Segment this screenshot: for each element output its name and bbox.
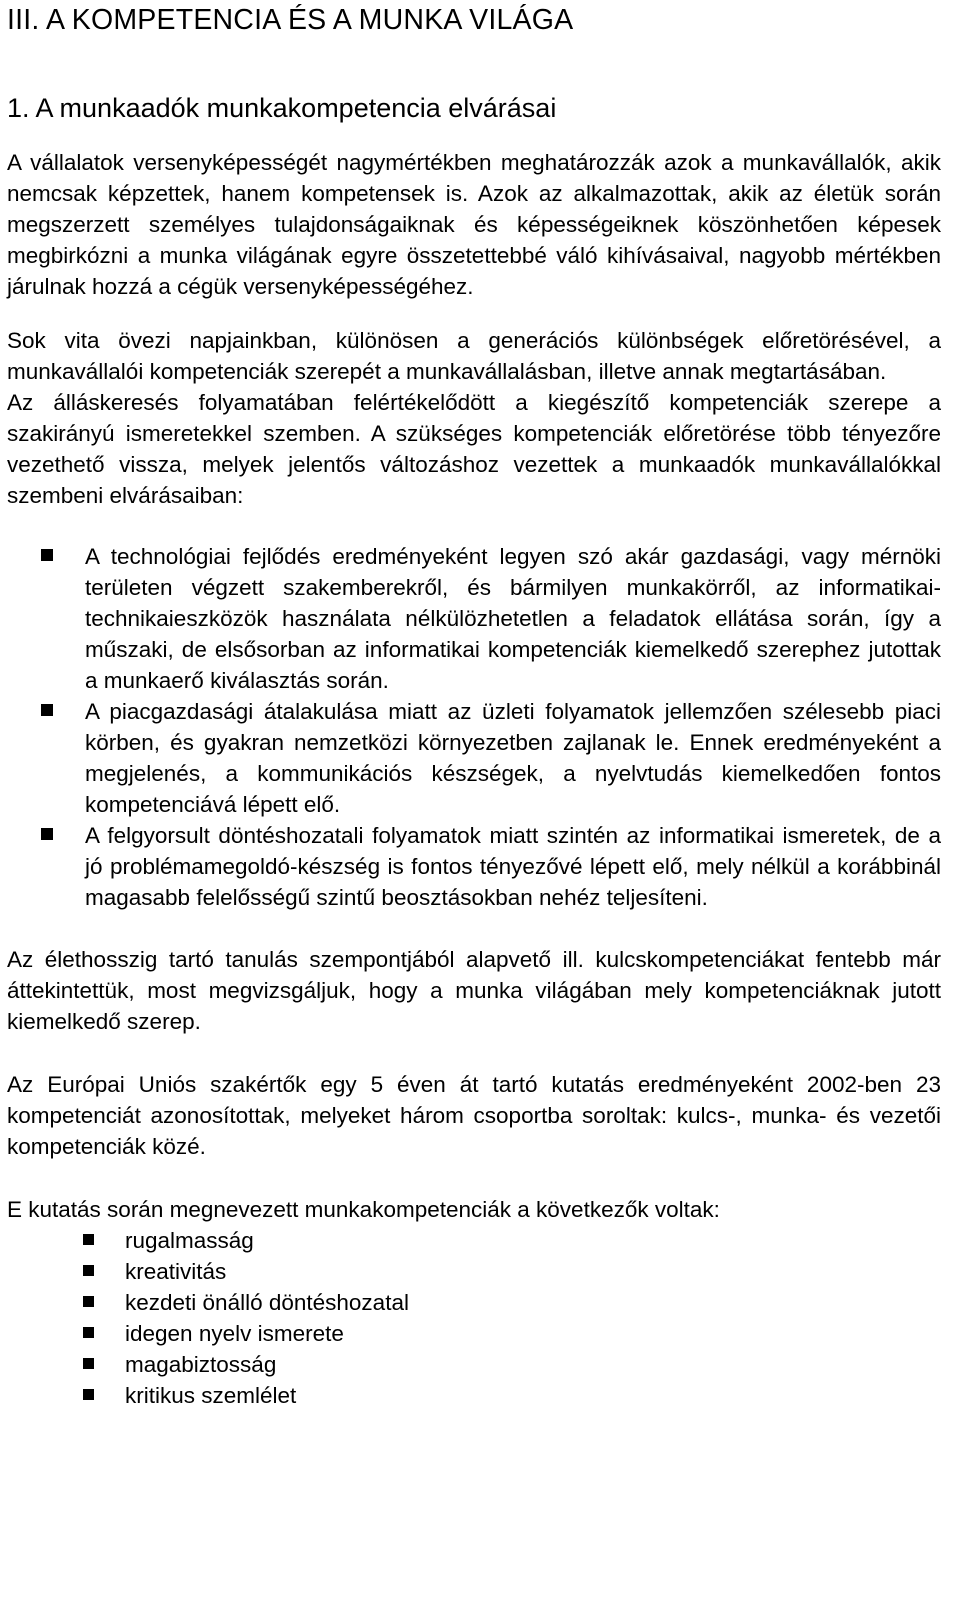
list-item — [7, 1225, 941, 1256]
list-item-text: A felgyorsult döntéshozatali folyamatok miatt szintén az informatikai ismeretek, de a jó problémamegoldó-készség is fontos tényezővé lépett elő, mely nélkül a korábbinál magasabb felelősségű szintű beosztásokban nehéz teljesíteni. — [85, 823, 941, 910]
list-item-text: rugalmasság — [125, 1228, 254, 1253]
list-item-text: kritikus szemlélet — [125, 1383, 297, 1408]
factors-list — [7, 541, 941, 913]
list-item — [7, 1256, 941, 1287]
paragraph-job-search: Az álláskeresés folyamatában felértékelődött a kiegészítő kompetenciák szerepe a szakirányú ismeretekkel szemben. A szükséges kompetenciák előretörése több tényezőre vezethető vissza, melyek jelentős változáshoz vezettek a munkaadók munkavállalókkal szembeni elvárásaiban: — [7, 390, 941, 508]
square-bullet-icon — [41, 704, 53, 716]
square-bullet-icon — [83, 1296, 94, 1307]
list-item — [7, 1287, 941, 1318]
square-bullet-icon — [83, 1327, 94, 1338]
square-bullet-icon — [83, 1389, 94, 1400]
document-page — [7, 0, 941, 1411]
paragraph-competency-intro: E kutatás során megnevezett munkakompetenciák a következők voltak: — [7, 1197, 720, 1222]
square-bullet-icon — [41, 549, 53, 561]
square-bullet-icon — [83, 1234, 94, 1245]
competencies-list — [7, 1225, 941, 1411]
square-bullet-icon — [83, 1358, 94, 1369]
list-item — [7, 541, 941, 696]
list-item-text: A technológiai fejlődés eredményeként legyen szó akár gazdasági, vagy mérnöki területen végzett szakemberekről, és bármilyen munkakörről, az informatikai-technikaieszközök használata nélkülözhetetlen a feladatok ellátása során, így a műszaki, de elsősorban az informatikai kompetenciák kiemelkedő szerephez jutottak a munkaerő kiválasztás során. — [85, 544, 941, 693]
list-item-text: kreativitás — [125, 1259, 227, 1284]
square-bullet-icon — [83, 1265, 94, 1276]
chapter-title: III. A KOMPETENCIA ÉS A MUNKA VILÁGA — [7, 4, 574, 36]
list-item — [7, 696, 941, 820]
paragraph-eu-research: Az Európai Uniós szakértők egy 5 éven át tartó kutatás eredményeként 2002-ben 23 kompetenciát azonosítottak, melyeket három csoportba soroltak: kulcs-, munka- és vezetői kompetenciák közé. — [7, 1072, 941, 1159]
list-item-text: magabiztosság — [125, 1352, 277, 1377]
list-item — [7, 820, 941, 913]
list-item-text: A piacgazdasági átalakulása miatt az üzleti folyamatok jellemzően szélesebb piaci körben, és gyakran nemzetközi környezetben zajlanak le. Ennek eredményeként a megjelenés, a kommunikációs készségek, a nyelvtudás kiemelkedően fontos kompetenciává lépett elő. — [85, 699, 941, 817]
list-item — [7, 1380, 941, 1411]
list-item — [7, 1318, 941, 1349]
list-item-text: idegen nyelv ismerete — [125, 1321, 344, 1346]
paragraph-generations: Sok vita övezi napjainkban, különösen a generációs különbségek előretörésével, a munkavállalói kompetenciák szerepét a munkavállalásban, illetve annak megtartásában. — [7, 328, 941, 384]
section-title: 1. A munkaadók munkakompetencia elvárásai — [7, 93, 557, 123]
list-item — [7, 1349, 941, 1380]
list-item-text: kezdeti önálló döntéshozatal — [125, 1290, 409, 1315]
square-bullet-icon — [41, 828, 53, 840]
paragraph-lifelong-learning: Az élethosszig tartó tanulás szempontjából alapvető ill. kulcskompetenciákat fentebb már áttekintettük, most megvizsgáljuk, hogy a munka világában mely kompetenciáknak jutott kiemelkedő szerep. — [7, 947, 941, 1034]
paragraph-intro: A vállalatok versenyképességét nagymértékben meghatározzák azok a munkavállalók, akik nemcsak képzettek, hanem kompetensek is. Azok az alkalmazottak, akik az életük során megszerzett személyes tulajdonságaiknak és képességeiknek köszönhetően képesek megbirkózni a munka világának egyre összetettebbé váló kihívásaival, nagyobb mértékben járulnak hozzá a cégük versenyképességéhez. — [7, 150, 941, 299]
